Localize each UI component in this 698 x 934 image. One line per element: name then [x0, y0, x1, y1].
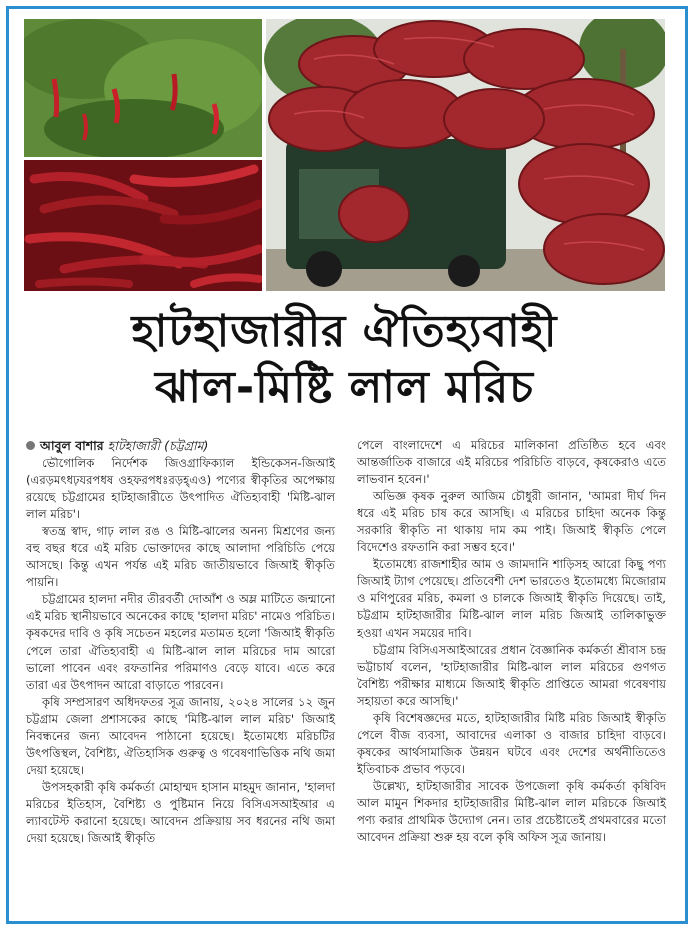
paragraph: অভিজ্ঞ কৃষক নুরুল আজিম চৌধুরী জানান, 'আমরা দীর্ঘ দিন ধরে এই মরিচ চাষ করে আসছি। এ মরিচের চাহিদা অনেক কিন্তু সরকারি স্বীকৃতি না থাকায় দাম কম পাই। জিআই স্বীকৃতি পেলে বিদেশেও রফতানি করা সম্ভব হবে।': [357, 489, 666, 555]
headline-line-2: ঝাল-মিষ্টি লাল মরিচ: [154, 362, 535, 413]
left-column: [26, 437, 335, 907]
article-body: [26, 437, 666, 907]
paragraph: চট্টগ্রাম বিসিএসআইআরের প্রধান বৈজ্ঞানিক কর্মকর্তা শ্রীবাস চন্দ্র ভট্টাচার্য বলেন, 'হাটহাজারীর মিষ্টি-ঝাল লাল মরিচের গুণগত বৈশিষ্ট্য পরীক্ষার মাধ্যমে জিআই স্বীকৃতি প্রাপ্তিতে আমরা গবেষণায় সহায়তা করে আসছি।': [357, 642, 666, 708]
headline: [24, 296, 665, 436]
paragraph: চট্টগ্রামের হালদা নদীর তীরবর্তী দোআঁশ ও অম্ল মাটিতে জন্মানো এই মরিচ স্থানীয়ভাবে অনেকের কাছে 'হালদা মরিচ' নামেও পরিচিত। কৃষকদের দাবি ও কৃষি সচেতন মহলের মতামত হলো 'জিআই স্বীকৃতি পেলে তারা ঐতিহ্যবাহী এ মিষ্টি-ঝাল লাল মরিচের দাম আরো ভালো পাবেন এবং রফতানির পরিমাণও বেড়ে যাবে। এতে করে তারা এর উৎপাদন আরো বাড়াতে পারবেন।: [26, 592, 335, 692]
bullet-icon: [26, 441, 35, 450]
paragraph: পেলে বাংলাদেশে এ মরিচের মালিকানা প্রতিষ্ঠিত হবে এবং আন্তর্জাতিক বাজারে এই মরিচের পরিচিতি বাড়বে, কৃষকেরাও এতে লাভবান হবেন।': [357, 438, 666, 487]
paragraph: ইতোমধ্যে রাজশাহীর আম ও জামদানি শাড়িসহ আরো কিছু পণ্য জিআই ট্যাগ পেয়েছে। প্রতিবেশী দেশ ভারতেও ইতোমধ্যে মিজোরাম ও মণিপুরের মরিচ, কমলা ও চালকে জিআই স্বীকৃতি দিয়েছে। তাই, চট্টগ্রাম হাটহাজারীর মিষ্টি-ঝাল লাল মরিচ জিআই তালিকাভুক্ত হওয়া এখন সময়ের দাবি।: [357, 557, 666, 640]
author-name: আবুল বাশার: [40, 438, 104, 453]
chili-photo: [24, 19, 665, 291]
byline: [26, 437, 335, 455]
paragraph: উপসহকারী কৃষি কর্মকর্তা মোহাম্মদ হাসান মাহমুদ জানান, 'হালদা মরিচের ইতিহাস, বৈশিষ্ট্য ও পুষ্টিমান নিয়ে বিসিএসআইআর এ ল্যাবটেস্ট করানো হয়েছে। আবেদন প্রক্রিয়ায় সব ধরনের নথি জমা দেয়া হয়েছে। জিআই স্বীকৃতি: [26, 779, 335, 846]
right-column: [357, 437, 666, 907]
dateline: হাটহাজারী (চট্টগ্রাম): [107, 438, 209, 453]
paragraph: কৃষি বিশেষজ্ঞদের মতে, হাটহাজারীর মিষ্টি মরিচ জিআই স্বীকৃতি পেলে বীজ ব্যবসা, আবাদের এলাকা ও বাজার চাহিদা বাড়বে। কৃষকের আর্থসামাজিক উন্নয়ন ঘটবে এবং দেশের অর্থনীতিতেও ইতিবাচক প্রভাব পড়বে।: [357, 710, 666, 776]
headline-line-1: হাটহাজারীর ঐতিহ্যবাহী: [131, 306, 558, 357]
paragraph: উল্লেখ্য, হাটহাজারীর সাবেক উপজেলা কৃষি কর্মকর্তা কৃষিবিদ আল মামুন শিকদার হাটহাজারীর মিষ্টি-ঝাল লাল মরিচকে জিআই পণ্য করার প্রাথমিক উদ্যোগ নেন। তার প্রচেষ্টাতেই প্রথমবারের মতো আবেদন প্রক্রিয়া শুরু হয় বলে কৃষি অফিস সূত্র জানায়।: [357, 778, 666, 845]
paragraph: ভৌগোলিক নির্দেশক জিওগ্রাফিক্যাল ইন্ডিকেসন-জিআই (এরড়মৎধঢ়যরপধষ ওহফরপধঃরড়হ্এও) পণ্যের স্বীকৃতির অপেক্ষায় রয়েছে চট্টগ্রামের হাটহাজারীতে উৎপাদিত ঐতিহ্যবাহী 'মিষ্টি-ঝাল লাল মরিচ'।: [26, 456, 335, 522]
paragraph: কৃষি সম্প্রসারণ অধিদফতর সূত্র জানায়, ২০২৪ সালের ১২ জুন চট্টগ্রাম জেলা প্রশাসকের কাছে 'মিষ্টি-ঝাল লাল মরিচ' জিআই নিবন্ধনের জন্য আবেদন পাঠানো হয়েছে। ইতোমধ্যে মরিচটির উৎপত্তিস্থল, বৈশিষ্ট্য, ঐতিহাসিক গুরুত্ব ও গবেষণাভিত্তিক নথি জমা দেয়া হয়েছে।: [26, 694, 335, 777]
paragraph: স্বতন্ত্র স্বাদ, গাঢ় লাল রঙ ও মিষ্টি-ঝালের অনন্য মিশ্রণের জন্য বহু বছর ধরে এই মরিচ ভোক্তাদের কাছে আলাদা পরিচিতি পেয়ে আসছে। কিন্তু এখন পর্যন্ত এই মরিচ জাতীয়ভাবে জিআই স্বীকৃতি পায়নি।: [26, 524, 335, 590]
